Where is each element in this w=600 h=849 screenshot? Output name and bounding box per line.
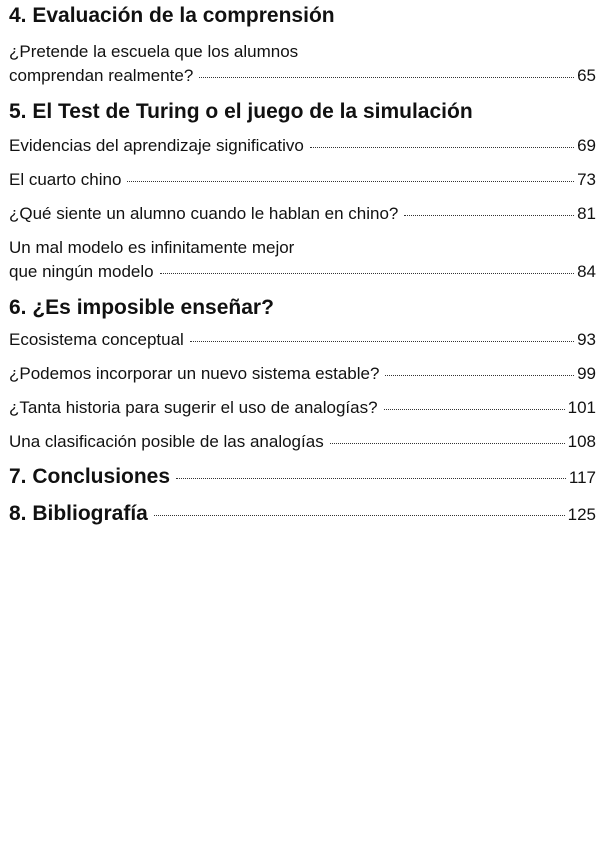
page-number: 65 — [577, 66, 596, 85]
toc-entry-que-siente — [9, 202, 596, 226]
page-number: 69 — [577, 136, 596, 155]
toc-entry-mal-modelo — [9, 236, 596, 284]
toc-entry-text: ¿Tanta historia para sugerir el uso de analogías? — [9, 398, 378, 417]
page-number: 93 — [577, 330, 596, 349]
toc-entry-text-line2: comprendan realmente? — [9, 66, 194, 85]
toc-entry-cuarto-chino — [9, 168, 596, 192]
toc-entry-text: El cuarto chino — [9, 170, 122, 189]
chapter-heading-6: 6. ¿Es imposible enseñar? — [9, 296, 274, 319]
toc-entry-pretende — [9, 40, 596, 88]
toc-entry-tanta-historia — [9, 396, 596, 420]
chapter-heading-4: 4. Evaluación de la comprensión — [9, 4, 335, 27]
page-number: 101 — [567, 398, 596, 417]
dot-leader — [154, 515, 565, 516]
page-number: 108 — [567, 432, 596, 451]
dot-leader — [160, 273, 574, 274]
toc-entry-text: Una clasificación posible de las analogías — [9, 432, 324, 451]
page-number: 84 — [577, 262, 596, 281]
toc-entry-text: ¿Qué siente un alumno cuando le hablan en chino? — [9, 204, 399, 223]
toc-entry-ecosistema — [9, 328, 596, 352]
dot-leader — [310, 147, 574, 148]
chapter-heading-5: 5. El Test de Turing o el juego de la simulación — [9, 100, 473, 123]
dot-leader — [190, 341, 574, 342]
page-number: 81 — [577, 204, 596, 223]
chapter-title: 8. Bibliografía — [9, 502, 148, 525]
table-of-contents — [9, 2, 596, 529]
chapter-title: 7. Conclusiones — [9, 465, 171, 488]
dot-leader — [384, 409, 565, 410]
page-number: 125 — [567, 505, 596, 524]
dot-leader — [127, 181, 574, 182]
toc-entry-evidencias — [9, 134, 596, 158]
toc-entry-clasificacion — [9, 430, 596, 454]
toc-entry-text: Evidencias del aprendizaje significativo — [9, 136, 304, 155]
toc-entry-text: ¿Podemos incorporar un nuevo sistema estable? — [9, 364, 380, 383]
dot-leader — [385, 375, 574, 376]
dot-leader — [176, 478, 566, 479]
chapter-heading-7 — [9, 463, 596, 492]
page-number: 99 — [577, 364, 596, 383]
toc-entry-podemos — [9, 362, 596, 386]
page-number: 117 — [568, 468, 596, 487]
dot-leader — [330, 443, 565, 444]
toc-entry-text-line1: ¿Pretende la escuela que los alumnos — [9, 42, 299, 61]
toc-entry-text-line2: que ningún modelo — [9, 262, 154, 281]
toc-entry-text: Ecosistema conceptual — [9, 330, 184, 349]
chapter-heading-8 — [9, 500, 596, 529]
dot-leader — [404, 215, 574, 216]
toc-entry-text-line1: Un mal modelo es infinitamente mejor — [9, 238, 295, 257]
dot-leader — [199, 77, 574, 78]
page-number: 73 — [577, 170, 596, 189]
